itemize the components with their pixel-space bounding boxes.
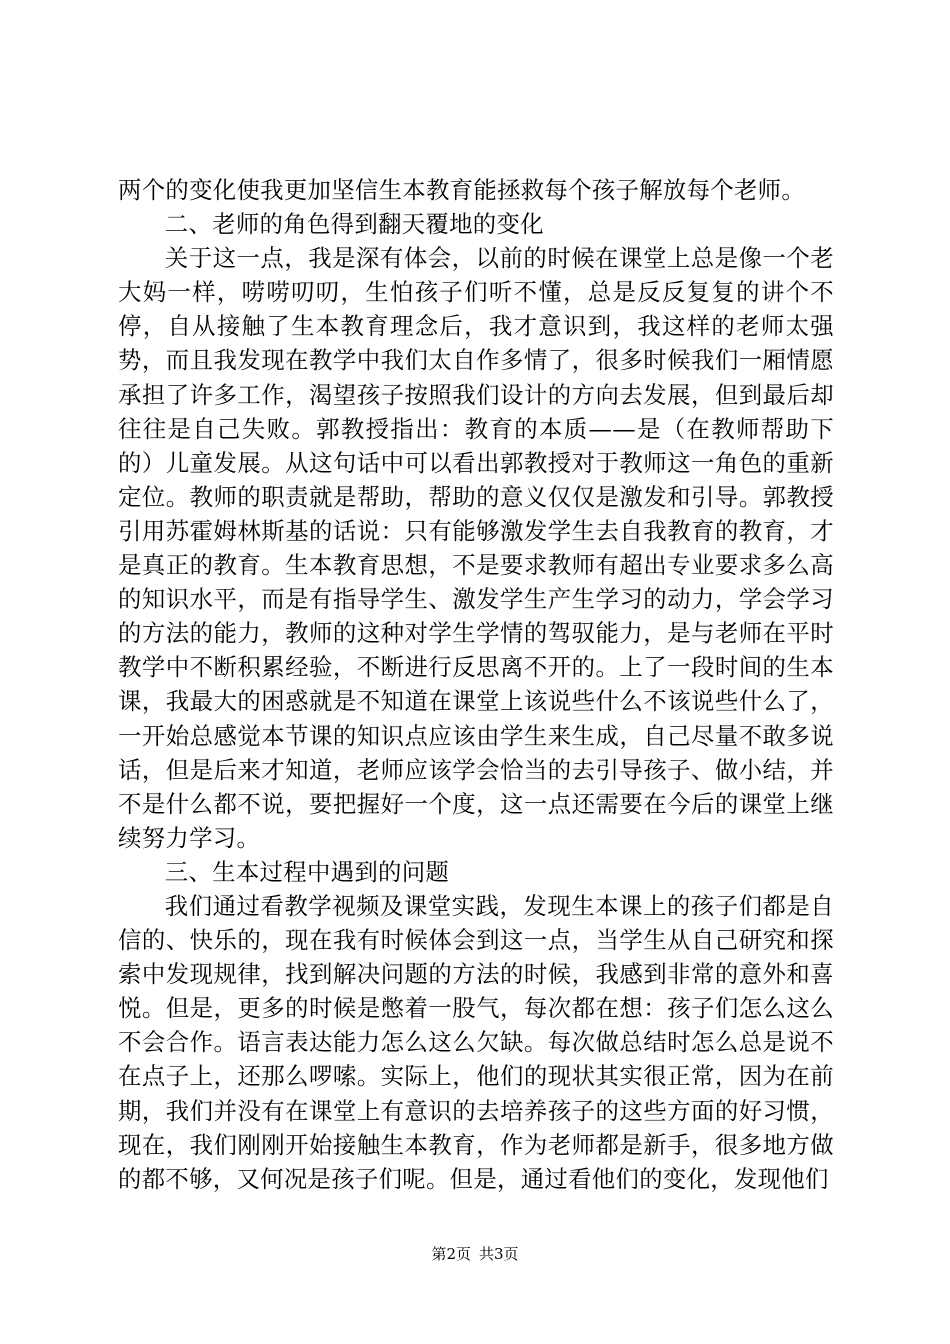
page-total: 共3页 (479, 1245, 519, 1263)
document-body (118, 173, 834, 1196)
section-heading-3: 三、生本过程中遇到的问题 (164, 857, 450, 886)
page-number: 第2页 (431, 1245, 471, 1263)
section-heading-2: 二、老师的角色得到翻天覆地的变化 (164, 210, 544, 239)
paragraph-continuation: 两个的变化使我更加坚信生本教育能拯救每个孩子解放每个老师。 (118, 176, 806, 204)
paragraph-teacher-role: 关于这一点，我是深有体会，以前的时候在课堂上总是像一个老大妈一样，唠唠叨叨，生怕孩子们听不懂，总是反反复复的讲个不停，自从接触了生本教育理念后，我才意识到，我这样的老师太强势，而且我发现在教学中我们太自作多情了，很多时候我们一厢情愿承担了许多工作，渴望孩子按照我们设计的方向去发展，但到最后却往往是自己失败。郭教授指出：教育的本质——是（在教师帮助下的）儿童发展。从这句话中可以看出郭教授对于教师这一角色的重新定位。教师的职责就是帮助，帮助的意义仅仅是激发和引导。郭教授引用苏霍姆林斯基的话说：只有能够激发学生去自我教育的教育，才是真正的教育。生本教育思想，不是要求教师有超出专业要求多么高的知识水平，而是有指导学生、激发学生产生学习的动力，学会学习的方法的能力，教师的这种对学生学情的驾驭能力，是与老师在平时教学中不断积累经验，不断进行反思离不开的。上了一段时间的生本课，我最大的困惑就是不知道在课堂上该说些什么不该说些什么了，一开始总感觉本节课的知识点应该由学生来生成，自己尽量不敢多说话，但是后来才知道，老师应该学会恰当的去引导孩子、做小结，并不是什么都不说，要把握好一个度，这一点还需要在今后的课堂上继续努力学习。 (118, 244, 834, 852)
page-footer (0, 1244, 950, 1264)
paragraph-problems: 我们通过看教学视频及课堂实践，发现生本课上的孩子们都是自信的、快乐的，现在我有时候体会到这一点，当学生从自己研究和探索中发现规律，找到解决问题的方法的时候，我感到非常的意外和喜悦。但是，更多的时候是憋着一股气，每次都在想：孩子们怎么这么不会合作。语言表达能力怎么这么欠缺。每次做总结时怎么总是说不在点子上，还那么啰嗦。实际上，他们的现状其实很正常，因为在前期，我们并没有在课堂上有意识的去培养孩子的这些方面的好习惯，现在，我们刚刚开始接触生本教育，作为老师都是新手，很多地方做的都不够，又何况是孩子们呢。但是，通过看他们的变化，发现他们 (118, 891, 834, 1193)
